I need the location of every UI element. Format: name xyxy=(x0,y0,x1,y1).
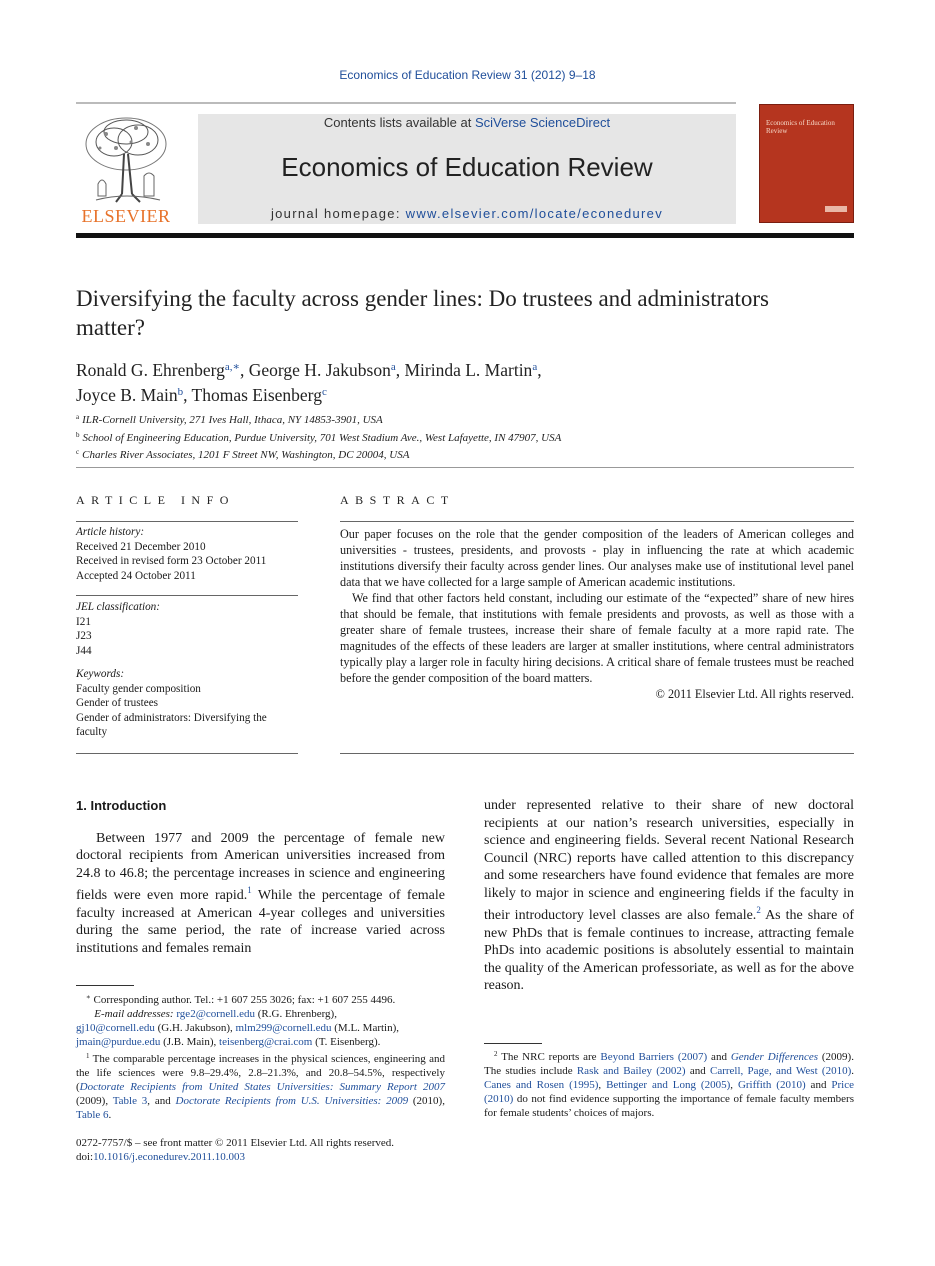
email-link[interactable]: rge2@cornell.edu xyxy=(176,1008,255,1020)
affiliation-list xyxy=(76,410,776,463)
keyword-item: Gender of trustees xyxy=(76,697,159,709)
body-paragraph xyxy=(76,830,445,958)
author-affiliation-marker[interactable]: a xyxy=(532,361,538,373)
history-item: Received 21 December 2010 xyxy=(76,540,206,553)
footnote-2 xyxy=(484,1047,854,1120)
header-rule xyxy=(76,102,736,104)
footnote-text: and xyxy=(805,1079,832,1091)
email-owner: (G.H. Jakubson), xyxy=(154,1022,236,1034)
keywords-label: Keywords: xyxy=(76,668,125,680)
reference-link[interactable]: Price (2010) xyxy=(484,1079,854,1105)
reference-link[interactable]: Canes and Rosen (1995) xyxy=(484,1079,599,1091)
footnote-text: , xyxy=(730,1079,738,1091)
reference-link[interactable]: Doctorate Recipients from United States Universities: Summary Report 2007 xyxy=(79,1081,445,1093)
front-matter xyxy=(76,1136,476,1164)
body-text: While the percentage of female faculty increased at American 4-year colleges and universities during the same period, the rate of increase varied across institutions and females remain xyxy=(76,888,445,956)
contents-availability-line xyxy=(198,114,736,130)
affiliation-text: School of Engineering Education, Purdue University, 701 West Stadium Ave., West Lafayette, IN 47907, USA xyxy=(82,431,562,444)
footnote-rule xyxy=(76,985,134,986)
masthead-bottom-rule xyxy=(76,233,854,238)
footnote-link[interactable]: 1 xyxy=(247,885,252,895)
abstract-rule xyxy=(340,521,854,522)
email-link[interactable]: jmain@purdue.edu xyxy=(76,1036,161,1048)
author-list xyxy=(76,356,776,406)
email-note xyxy=(76,1007,445,1021)
footnote-text: . xyxy=(108,1109,112,1121)
article-title: Diversifying the faculty across gender lines: Do trustees and administrators matter? xyxy=(76,286,770,340)
table-link[interactable]: Table 6 xyxy=(76,1109,109,1121)
table-link[interactable]: Table 3 xyxy=(112,1095,148,1107)
author-affiliation-marker[interactable]: a xyxy=(390,361,396,373)
journal-homepage-line xyxy=(198,206,736,221)
journal-reference-link[interactable]: Economics of Education Review 31 (2012) 9–18 xyxy=(339,68,596,82)
email-owner: (T. Eisenberg). xyxy=(312,1036,381,1048)
email-link[interactable]: mlm299@cornell.edu xyxy=(235,1022,332,1034)
jel-code: J23 xyxy=(76,630,92,642)
author-affiliation-marker[interactable]: b xyxy=(177,386,184,398)
footnote-text: (2009), xyxy=(76,1095,113,1107)
author-separator: , xyxy=(395,360,405,380)
doi-link[interactable]: 10.1016/j.econedurev.2011.10.003 xyxy=(93,1151,246,1163)
affiliation-text: ILR-Cornell University, 271 Ives Hall, Ithaca, NY 14853-3901, USA xyxy=(82,414,383,426)
affiliation-text: Charles River Associates, 1201 F Street NW, Washington, DC 20004, USA xyxy=(82,449,410,461)
footnote-marker: 2 xyxy=(494,1050,498,1058)
contents-prefix: Contents lists available at xyxy=(323,115,475,130)
footnote-1 xyxy=(76,1049,445,1122)
email-note xyxy=(76,1021,445,1035)
reference-link[interactable]: Carrell, Page, and West (2010) xyxy=(710,1065,852,1077)
keywords-block xyxy=(76,667,298,740)
author-name[interactable]: George H. Jakubson xyxy=(248,360,391,380)
reference-link[interactable]: Doctorate Recipients from U.S. Universities: 2009 xyxy=(175,1095,409,1107)
journal-title: Economics of Education Review xyxy=(281,152,653,182)
author-separator: , xyxy=(240,360,249,380)
section-heading: 1. Introduction xyxy=(76,798,167,813)
jel-code: I21 xyxy=(76,615,91,628)
article-info-heading: ARTICLE INFO xyxy=(76,493,235,507)
body-column-left xyxy=(76,797,445,957)
author-name[interactable]: Ronald G. Ehrenberg xyxy=(76,360,225,380)
article-info-rule xyxy=(76,753,298,754)
doi-label: doi: xyxy=(76,1151,94,1163)
author-name[interactable]: Thomas Eisenberg xyxy=(191,385,322,405)
email-link[interactable]: gj10@cornell.edu xyxy=(76,1022,155,1034)
email-owner: (R.G. Ehrenberg), xyxy=(255,1008,337,1020)
footnotes-left xyxy=(76,990,445,1122)
affiliation-marker: a xyxy=(76,413,80,421)
footnote-text: and xyxy=(685,1065,710,1077)
journal-masthead xyxy=(198,114,736,224)
cover-title: Economics of Education Review xyxy=(766,119,835,135)
sciverse-sciencedirect-link[interactable]: SciVerse ScienceDirect xyxy=(474,115,611,130)
abstract-rule xyxy=(340,753,854,754)
body-column-right xyxy=(484,797,854,995)
affiliation-item xyxy=(76,410,776,428)
abstract-copyright: © 2011 Elsevier Ltd. All rights reserved. xyxy=(655,687,854,701)
footnote-text: , and xyxy=(147,1095,176,1107)
footnote-text: The comparable percentage increases in the physical sciences, engineering and the life sciences were 9.8–29.4%, 2.8–21.3%, and 20.8–54.5%, respectively ( xyxy=(76,1053,445,1093)
journal-cover-thumbnail[interactable] xyxy=(759,104,854,223)
keyword-item: Faculty gender composition xyxy=(76,682,201,695)
affiliation-item xyxy=(76,428,776,446)
reference-link[interactable]: Bettinger and Long (2005) xyxy=(606,1079,731,1091)
footnote-text: . xyxy=(851,1065,854,1077)
reference-link[interactable]: Griffith (2010) xyxy=(737,1079,806,1091)
issn-copyright-line: 0272-7757/$ – see front matter © 2011 Elsevier Ltd. All rights reserved. xyxy=(76,1137,395,1149)
author-affiliation-marker[interactable]: c xyxy=(321,386,327,398)
article-history-label: Article history: xyxy=(76,526,145,538)
abstract-body xyxy=(340,526,854,702)
email-label: E-mail addresses: xyxy=(94,1008,174,1020)
article-info-rule xyxy=(76,521,298,522)
abstract-heading: ABSTRACT xyxy=(340,493,455,507)
abstract-paragraph: We find that other factors held constant, including our estimate of the “expected” share of new hires that should be female, that institutions with female presidents and provosts, as well as those with a greater share of female trustees, increase their share of female faculty at a more rapid rate. The magnitudes of the effects of these leaders are larger at smaller institutions, where central administrators typically play a larger role in faculty hiring decisions. A critical share of female trustees must be reached before the gender composition of the board matters. xyxy=(340,591,854,685)
body-text: under represented relative to their share of new doctoral recipients at our nation’s research universities, especially in science and engineering fields. Several recent National Research Council (NRC) reports have called attention to this discrepancy and some researchers have found evidence that females are more likely to major in science and engineering fields if the faculty in their introductory level classes are also female. xyxy=(484,798,854,923)
history-item: Accepted 24 October 2011 xyxy=(76,569,196,582)
email-note xyxy=(76,1035,445,1049)
footnote-text: Corresponding author. Tel.: +1 607 255 3026; fax: +1 607 255 4496. xyxy=(93,994,396,1006)
jel-code: J44 xyxy=(76,644,92,657)
author-separator: , xyxy=(537,360,542,380)
jel-label: JEL classification: xyxy=(76,601,161,613)
corresponding-author-note xyxy=(76,990,445,1007)
body-text: Between 1977 and 2009 the percentage of female new doctoral recipients from American universities increased from 24.8 to 46.8; the percentage increases in science and engineering fields were even more rapid. xyxy=(76,830,445,903)
body-text: As the share of new PhDs that is female continues to increase, attracting female PhDs into academic positions is absolutely essential to maintain the quality of the American professoriate, as well as for the above reason. xyxy=(484,908,854,993)
reference-link[interactable]: Rask and Bailey (2002) xyxy=(576,1065,686,1077)
homepage-prefix: journal homepage: xyxy=(270,206,406,221)
footnote-text: (2009). The studies include xyxy=(484,1051,854,1077)
reference-link[interactable]: Gender Differences xyxy=(730,1051,818,1063)
footnote-text: do not find evidence supporting the importance of female faculty members for female students’ choices of majors. xyxy=(484,1093,854,1119)
footnote-text: (2010), xyxy=(408,1095,445,1107)
journal-homepage-link[interactable]: www.elsevier.com/locate/econedurev xyxy=(405,206,664,221)
footnote-text: and xyxy=(707,1051,731,1063)
keyword-item: Gender of administrators: Diversifying the faculty xyxy=(76,711,267,738)
abstract-paragraph: Our paper focuses on the role that the gender composition of the leaders of American colleges and universities - trustees, presidents, and provosts - play in influencing the rate at which academic institutions diversify their faculty across gender lines. Our analyses make use of institutional level panel data that we have collected for a large sample of American academic institutions. xyxy=(340,527,854,589)
article-history-block xyxy=(76,525,298,583)
cover-publisher-mark xyxy=(825,206,847,212)
body-paragraph xyxy=(484,797,854,995)
affiliation-marker: c xyxy=(76,448,80,456)
email-owner: (M.L. Martin), xyxy=(331,1022,400,1034)
footnote-rule xyxy=(484,1043,542,1044)
elsevier-wordmark: ELSEVIER xyxy=(81,206,171,226)
footnotes-right xyxy=(484,1047,854,1120)
footnote-link[interactable]: 2 xyxy=(756,905,761,915)
footnote-text: The NRC reports are xyxy=(501,1051,601,1063)
email-link[interactable]: teisenberg@crai.com xyxy=(219,1036,313,1048)
history-item: Received in revised form 23 October 2011 xyxy=(76,555,267,567)
affiliation-marker: b xyxy=(76,430,80,439)
author-separator: , xyxy=(183,385,192,405)
author-name[interactable]: Joyce B. Main xyxy=(76,385,178,405)
footnote-text: , xyxy=(598,1079,607,1091)
reference-link[interactable]: Beyond Barriers (2007) xyxy=(600,1051,708,1063)
email-owner: (J.B. Main), xyxy=(160,1036,220,1048)
footnote-marker: ∗ xyxy=(86,993,91,1001)
footnote-marker: 1 xyxy=(86,1052,90,1060)
affiliation-rule xyxy=(76,467,854,468)
article-info-rule xyxy=(76,595,298,596)
author-name[interactable]: Mirinda L. Martin xyxy=(404,360,533,380)
affiliation-item xyxy=(76,445,776,463)
jel-classification-block xyxy=(76,600,298,658)
author-affiliation-marker[interactable]: a,∗ xyxy=(224,361,240,373)
doi-line xyxy=(76,1150,476,1164)
